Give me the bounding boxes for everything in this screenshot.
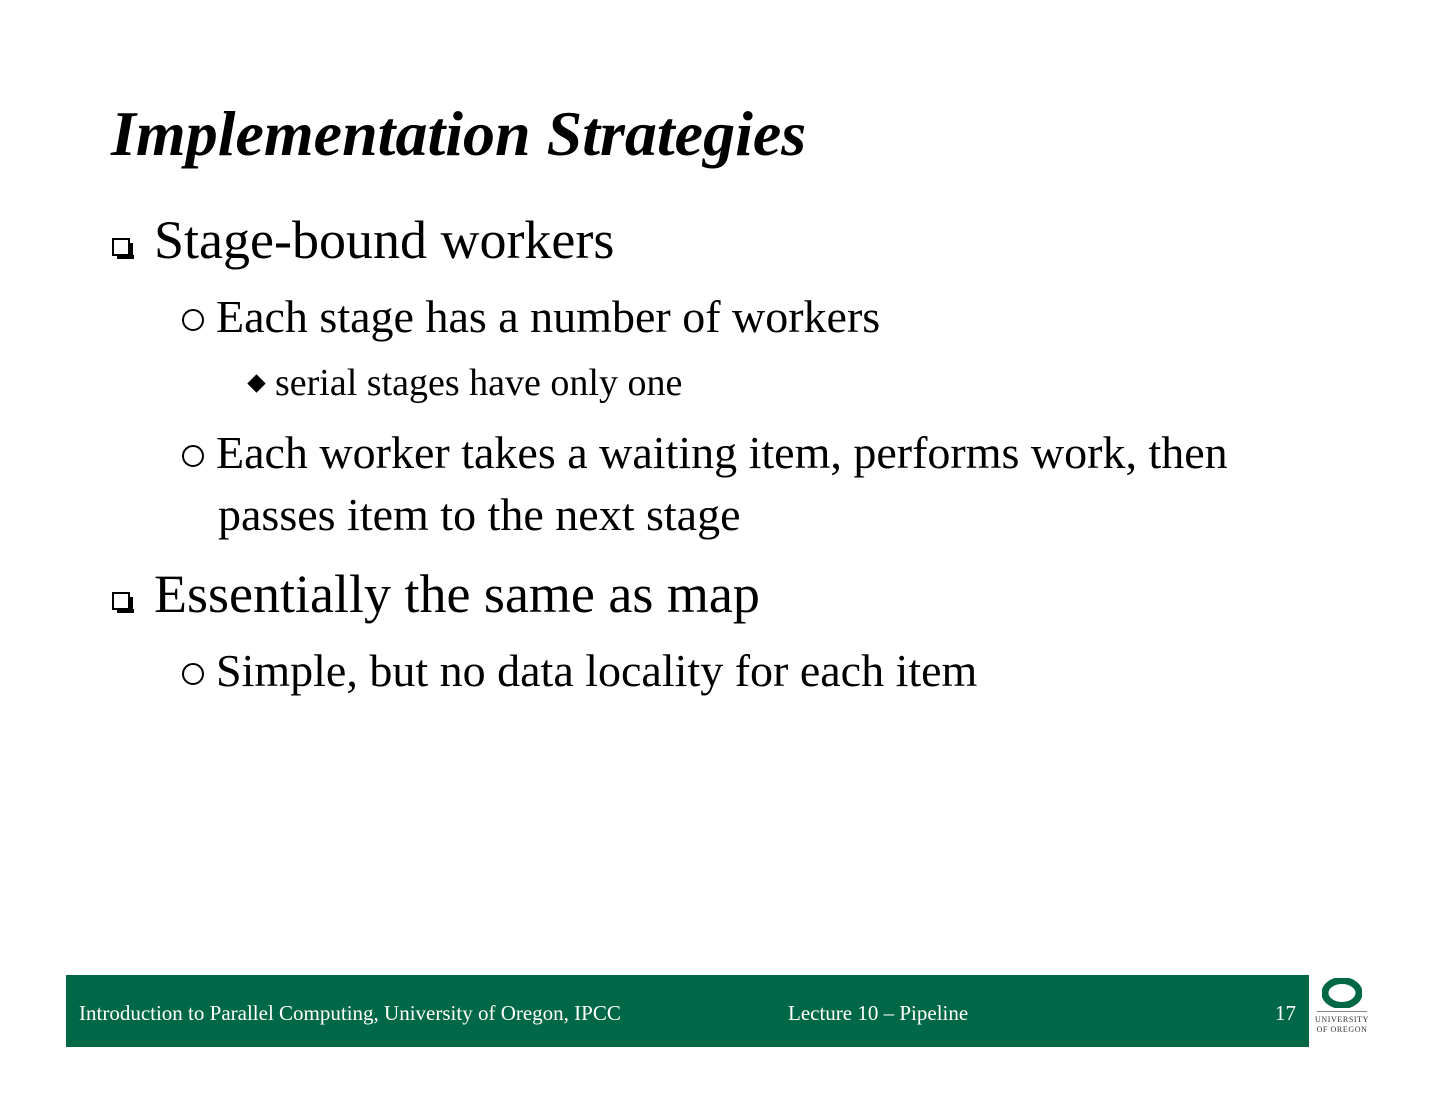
oregon-o-icon bbox=[1322, 978, 1362, 1008]
bullet-text: Stage-bound workers bbox=[154, 210, 615, 270]
bullet-level3-serial-stages bbox=[247, 361, 682, 405]
university-of-oregon-logo bbox=[1313, 978, 1371, 1046]
bullet-text: Each worker takes a waiting item, performs work, then bbox=[216, 427, 1228, 478]
circle-bullet-icon bbox=[182, 445, 204, 467]
logo-text-university: UNIVERSITY bbox=[1315, 1015, 1369, 1024]
bullet-level2-simple bbox=[182, 640, 977, 702]
logo-divider bbox=[1317, 1011, 1367, 1012]
slide-title: Implementation Strategies bbox=[111, 98, 807, 169]
bullet-text: Simple, but no data locality for each item bbox=[216, 645, 978, 696]
bullet-level1-stage-bound bbox=[112, 209, 614, 271]
circle-bullet-icon bbox=[182, 663, 204, 685]
bullet-text: Each stage has a number of workers bbox=[216, 291, 881, 342]
footer-lecture-text: Lecture 10 – Pipeline bbox=[788, 1001, 969, 1025]
square-bullet-icon bbox=[112, 592, 130, 610]
bullet-level1-essentially-map bbox=[112, 563, 760, 625]
square-bullet-icon bbox=[112, 238, 130, 256]
logo-text-of-oregon: OF OREGON bbox=[1316, 1025, 1368, 1034]
bullet-level2-each-stage bbox=[182, 286, 880, 348]
bullet-text: serial stages have only one bbox=[275, 362, 683, 404]
bullet-level2-each-worker bbox=[182, 422, 1228, 546]
slide-footer bbox=[66, 975, 1309, 1047]
footer-page-number: 17 bbox=[1275, 1001, 1296, 1025]
bullet-continuation-text: passes item to the next stage bbox=[218, 489, 741, 540]
footer-course-text: Introduction to Parallel Computing, University of Oregon, IPCC bbox=[79, 1001, 621, 1025]
circle-bullet-icon bbox=[182, 309, 204, 331]
diamond-bullet-icon bbox=[247, 374, 265, 392]
bullet-text: Essentially the same as map bbox=[154, 564, 760, 624]
